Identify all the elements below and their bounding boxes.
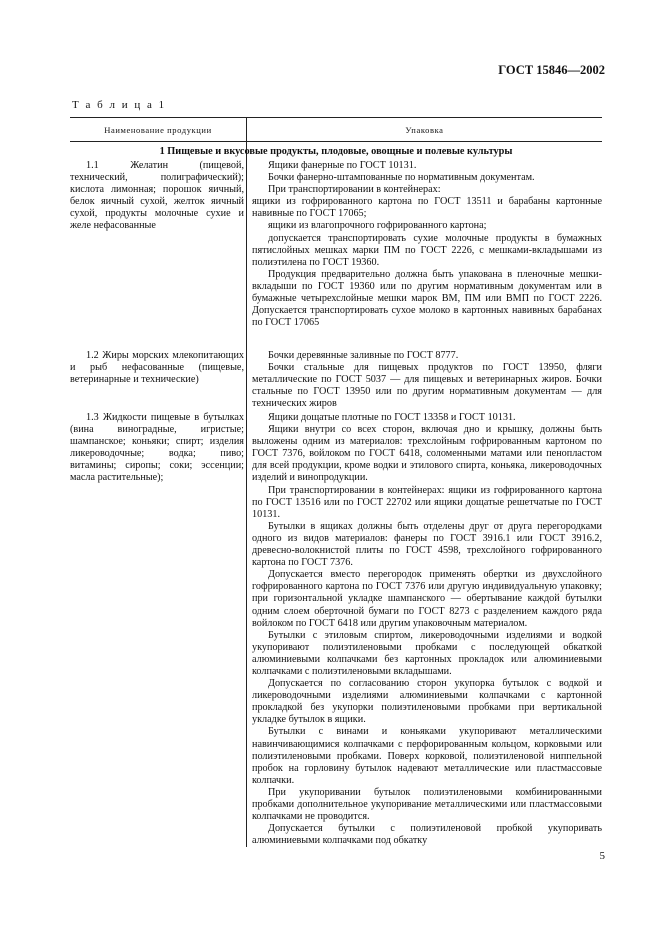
packaging-cell: Ящики фанерные по ГОСТ 10131. Бочки фанерно-штампованные по нормативным документам. При транспортировании в контейнерах: ящики из гофрированного картона по ГОСТ 13511 и барабаны картонные навивные по ГОСТ 17065; ящики из влагопрочного гофрированного картона; допускается транспортировать сухие молочные продукты в бумажных пятислойных мешках марки ПМ по ГОСТ 2226, с мешками-вкладышами из полиэтилена по ГОСТ 19360. Продукция предварительно должна быть упакована в пленочные мешки-вкладыши по ГОСТ 19360 или по другим нормативным документам или в бумажные четырехслойные мешки марок ВМ, ПМ или ВМП по ГОСТ 2226. Допускается транспортировать сухое молоко в картонных навивных барабанах по ГОСТ 17065 bbox=[252, 160, 602, 329]
page-number: 5 bbox=[599, 850, 605, 862]
table-row bbox=[70, 412, 602, 847]
packaging-cell: Бочки деревянные заливные по ГОСТ 8777. Бочки стальные для пищевых продуктов по ГОСТ 13950, фляги металлические по ГОСТ 5037 — для пищевых и ветеринарных жиров. Бочки стальные по ГОСТ 13950 или по другим нормативным документам — для технических жиров bbox=[252, 350, 602, 410]
product-name: 1.2 Жиры морских млекопитающих и рыб нефасованные (пищевые, ветеринарные и технические) bbox=[70, 350, 244, 386]
product-name: 1.1 Желатин (пищевой, технический, полиграфический); кислота лимонная; порошок яичный, белок яичный сухой, желток яичный сухой, продукты молочные сухие и желе нефасованные bbox=[70, 160, 244, 232]
column-header-product: Наименование продукции bbox=[70, 118, 247, 141]
column-header-packaging: Упаковка bbox=[405, 124, 444, 135]
standard-number: ГОСТ 15846—2002 bbox=[498, 63, 605, 77]
packaging-table bbox=[70, 117, 602, 847]
table-header bbox=[70, 117, 602, 142]
table-row bbox=[70, 160, 602, 350]
product-name: 1.3 Жидкости пищевые в бутылках (вина виноградные, игристые; шампанское; коньяки; спирт; изделия ликероводочные; водка; пиво; витамины; сиропы; соки; эссенции; масла растительные); bbox=[70, 412, 244, 484]
table-row bbox=[70, 350, 602, 412]
packaging-cell: Ящики дощатые плотные по ГОСТ 13358 и ГОСТ 10131. Ящики внутри со всех сторон, включая дно и крышку, должны быть выложены одним из материалов: трехслойным гофрированным картоном по ГОСТ 7376, войлоком по ГОСТ 6418, соломенными матами или пенопластом для всей продукции, кроме водки и этилового спирта, коньяка, ликероводочных изделий и винопродукции. При транспортировании в контейнерах: ящики из гофрированного картона по ГОСТ 13516 или по ГОСТ 22702 или ящики дощатые решетчатые по ГОСТ 10131. Бутылки в ящиках должны быть отделены друг от друга перегородками одного из видов материалов: фанеры по ГОСТ 3916.1 или ГОСТ 3916.2, древесно-волокнистой плиты по ГОСТ 4598, трехслойного гофрированного картона по ГОСТ 7376. Допускается вместо перегородок применять обертки из двухслойного гофрированного картона по ГОСТ 7376 или другую индивидуальную упаковку; при горизонтальной укладке шампанского — обертывание каждой бутылки одним слоем оберточной бумаги по ГОСТ 8273 с разделением каждого ряда войлоком по ГОСТ 6418 или другим упаковочным материалом. Бутылки с этиловым спиртом, ликероводочными изделиями и водкой укупоривают полиэтиленовыми пробками с последующей обкаткой алюминиевыми колпачками без картонных прокладок или алюминиевыми колпачками с полиэтиленовыми вкладышами. Допускается по согласованию сторон укупорка бутылок с водкой и ликероводочными изделиями алюминиевыми колпачками с картонной прокладкой без укупорки полиэтиленовыми пробками при вертикальной укладке бутылок в ящики. Бутылки с винами и коньяками укупоривают металлическими навинчивающимися колпачками с перфорированным кольцом, корковыми или полиэтиленовыми пробками. Поверх корковой, полиэтиленовой ниппельной пробок на горловину бутылок надевают металлические или пластмассовые колпачки. При укупоривании бутылок полиэтиленовыми комбинированными пробками дополнительное укупоривание металлическими или пластмассовыми колпачками не проводится. Допускается бутылки с полиэтиленовой пробкой укупоривать алюминиевыми колпачками под обкатку bbox=[252, 412, 602, 847]
table-label: Т а б л и ц а 1 bbox=[72, 99, 167, 111]
section-title: 1 Пищевые и вкусовые продукты, плодовые, овощные и полевые культуры bbox=[159, 146, 513, 157]
